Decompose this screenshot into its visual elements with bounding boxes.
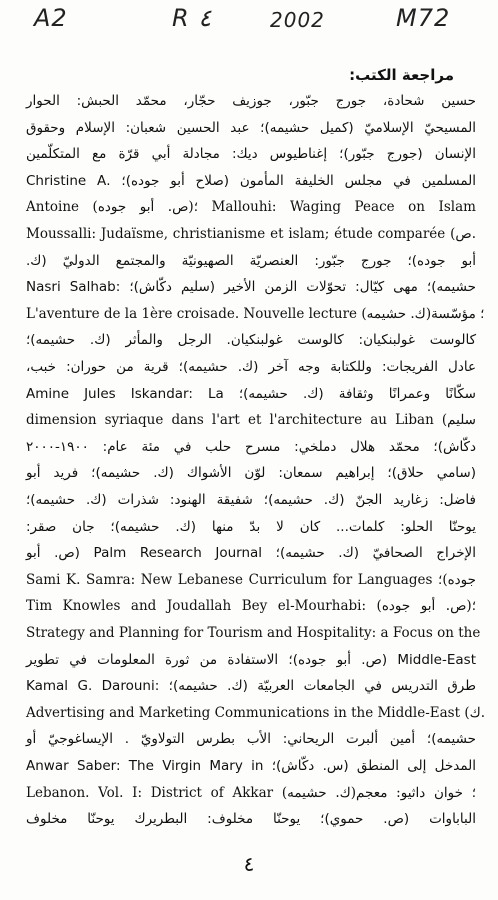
text-line: أبو جوده)؛ جورج جبّور: العنصريّة الصهيونيّة والمجتمع الدوليّ (ك. bbox=[26, 252, 476, 269]
handwritten-note-right: M72 bbox=[396, 4, 451, 32]
text-line: كالوست غولبنكيان: كالوست غولبنكيان. الرجل والمأثر (ك. حشيمه)؛ bbox=[26, 332, 476, 349]
page-number: ٤ bbox=[243, 852, 255, 876]
text-line: Moussalli: Judaïsme, christianisme et islam; étude comparée (ص. bbox=[26, 226, 476, 242]
text-line: الباباوات (ص. حموي)؛ يوحنّا مخلوف: البطريرك يوحنّا مخلوف bbox=[26, 811, 476, 828]
section-heading: مراجعة الكتب: bbox=[349, 66, 454, 84]
text-line: Strategy and Planning for Tourism and Hospitality: a Focus on the bbox=[26, 625, 481, 641]
text-line: Advertising and Marketing Communications in the Middle-East (ك. bbox=[26, 704, 486, 721]
text-line: (سامي حلاق)؛ إبراهيم سمعان: لوّن الأشواك (ك. حشيمه)؛ فريد أبو bbox=[26, 465, 476, 482]
text-line: الإخراج الصحافيّ (ك. حشيمه)؛ Palm Research Journal (ص. أبو bbox=[26, 545, 476, 562]
text-line: dimension syriaque dans l'art et l'architecture au Liban (سليم bbox=[26, 412, 476, 429]
handwritten-note-left: A2 bbox=[34, 4, 68, 32]
text-line: يوحنّا الحلو: كلمات... كان لا بدّ منها (ك. حشيمه)؛ جان صقر: bbox=[26, 518, 476, 535]
text-line: فاضل: زغاريد الجنّ (ك. حشيمه)؛ شفيقة الهنود: شذرات (ك. حشيمه)؛ bbox=[26, 492, 476, 508]
text-line: سكّانًا وعمرانًا وثقافة (ك. حشيمه)؛ Amine Jules Iskandar: La bbox=[26, 385, 476, 402]
text-line: Lebanon. Vol. I: District of Akkar (ك. حشيمه)؛ خوان داثيو: معجم bbox=[26, 784, 476, 801]
text-line: L'aventure de la 1ère croisade. Nouvelle lecture (ك. حشيمه)؛ مؤسّسة bbox=[26, 305, 485, 322]
text-line: Middle-East (ص. أبو جوده)؛ الاستفادة من ثورة المعلومات في تطوير bbox=[26, 651, 476, 668]
text-line: حشيمه)؛ مهى كيّال: تحوّلات الزمن الأخير (سليم دكّاش)؛ :Nasri Salhab bbox=[26, 279, 476, 296]
text-line: Antoine (ص. أبو جوده)؛ Mallouhi: Waging Peace on Islam bbox=[26, 199, 476, 216]
text-line: Sami K. Samra: New Lebanese Curriculum for Languages جوده)؛ bbox=[26, 571, 476, 588]
text-line: طرق التدريس في الجامعات العربيّة (ك. حشيمه)؛ :Kamal G. Darouni bbox=[26, 678, 476, 695]
text-line: Tim Knowles and Joudallah Bey el-Mourhabi: (ص. أبو جوده)؛ bbox=[26, 598, 476, 615]
handwritten-note-mid: R ٤ bbox=[172, 4, 212, 32]
text-line: المدخل إلى المنطق (س. دكّاش)؛ Anwar Saber: The Virgin Mary in bbox=[26, 758, 476, 774]
text-line: المسيحيّ الإسلاميّ (كميل حشيمه)؛ عبد الحسين شعبان: الإسلام وحقوق bbox=[26, 119, 476, 136]
text-line: حسين شحادة، جورج جبّور، جوزيف حجّار، محمّد الحبش: الحوار bbox=[26, 93, 476, 109]
text-line: حشيمه)؛ أمين ألبرت الريحاني: الأب بطرس التولاويّ . الإيساغوجيّ أو bbox=[26, 731, 476, 748]
text-line: عادل الفريجات: وللكتابة وجه آخر (ك. حشيمه)؛ قرية من حوران: خبب، bbox=[26, 359, 476, 375]
text-line: الإنسان (جورج جبّور)؛ إغناطيوس ديك: مجادلة أبي قرّة مع المتكلّمين bbox=[26, 146, 476, 163]
handwritten-note-year: 2002 bbox=[270, 8, 325, 32]
text-line: المسلمين في مجلس الخليفة المأمون (صلاح أبو جوده)؛ .Christine A bbox=[26, 172, 476, 189]
text-line: دكّاش)؛ محمّد هلال دملخي: مسرح حلب في مئة عام: ١٩٠٠-٢٠٠٠ bbox=[26, 438, 476, 455]
